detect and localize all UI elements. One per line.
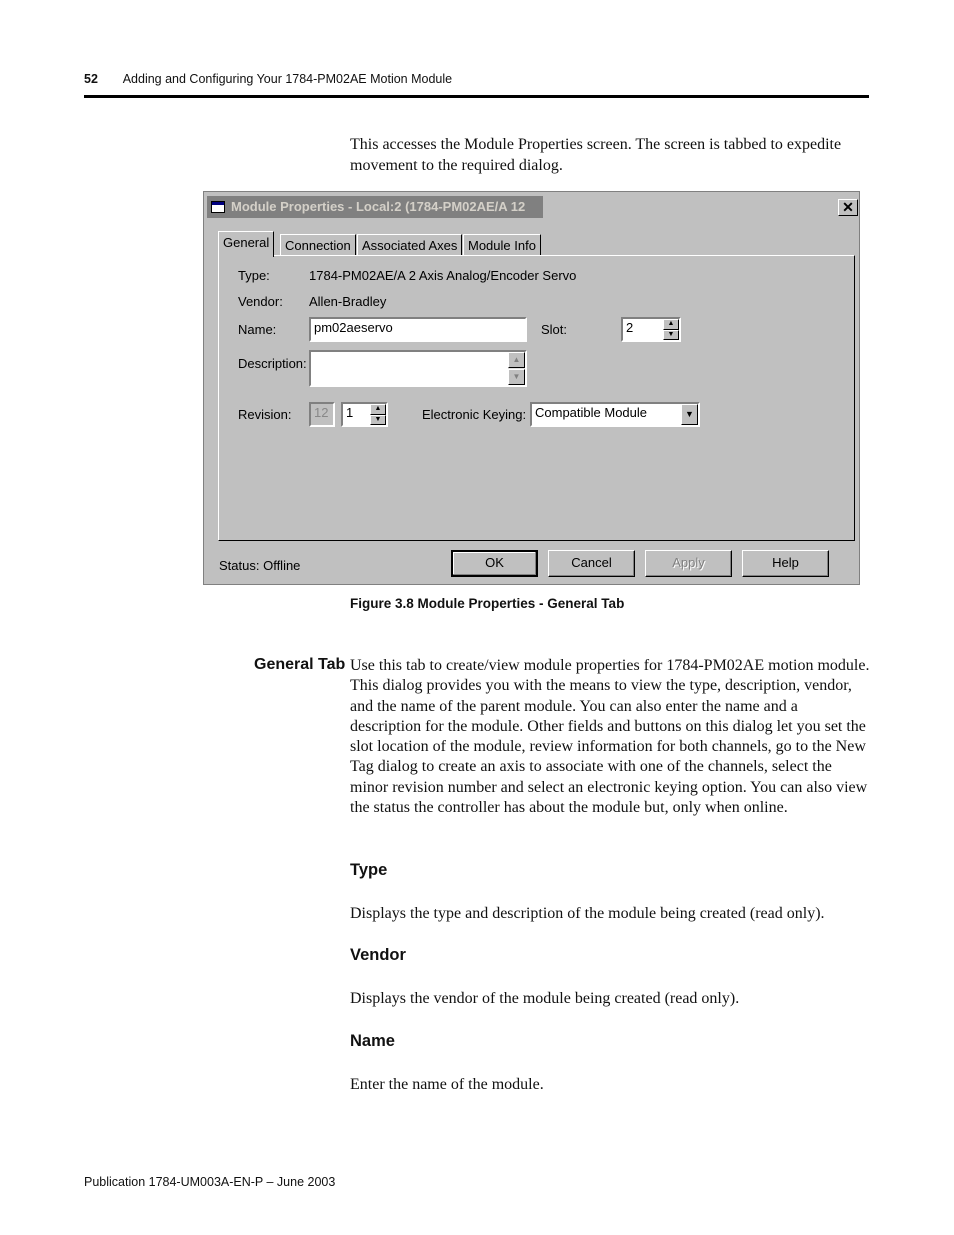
close-button[interactable] [838,199,858,216]
revision-major-field: 12 [309,402,335,427]
scroll-down-icon[interactable]: ▼ [508,369,525,385]
ok-button[interactable]: OK [451,550,538,577]
cancel-button[interactable]: Cancel [548,550,635,577]
type-label: Type: [238,268,270,283]
tab-module-info[interactable]: Module Info [463,234,541,256]
close-icon: ✕ [842,199,854,215]
type-heading: Type [350,861,388,879]
status-text: Status: Offline [219,558,301,573]
spin-up-icon[interactable]: ▲ [370,404,386,415]
titlebar-gap [543,196,857,218]
dialog-title: Module Properties - Local:2 (1784-PM02AE/A 12 [231,199,526,214]
revision-minor-input[interactable] [341,402,388,427]
slot-input[interactable] [621,317,681,342]
keying-label: Electronic Keying: [422,407,527,422]
spin-down-icon[interactable]: ▼ [370,415,386,426]
slot-spinner[interactable] [663,319,679,340]
running-header [84,72,452,86]
type-text: Displays the type and description of the module being created (read only). [350,905,825,922]
keying-select[interactable] [530,402,700,427]
spin-down-icon[interactable]: ▼ [663,330,679,341]
revision-spinner[interactable] [370,404,386,425]
slot-value: 2 [626,320,634,335]
publication-footer: Publication 1784-UM003A-EN-P – June 2003 [84,1175,336,1189]
general-tab-panel [218,255,855,541]
vendor-heading: Vendor [350,946,406,964]
chevron-down-icon[interactable]: ▼ [681,404,698,425]
vendor-label: Vendor: [238,294,283,309]
general-tab-paragraph: Use this tab to create/view module properties for 1784-PM02AE motion module. This dialog provides you with the means to view the type, description, vendor, and the name of the parent module. You can also enter the name and a description for the module. Other fields and buttons on this dialog let you set the slot location of the module, review information for both channels, go to the New Tag dialog to create an axis to associate with one of the channels, select the minor revision number and select an electronic keying option. You can also view the status the controller has about the module but, only when online. [350,657,870,817]
figure-caption: Figure 3.8 Module Properties - General Tab [350,596,625,611]
apply-button[interactable]: Apply [645,550,732,577]
slot-label: Slot: [541,322,568,337]
vendor-value: Allen-Bradley [309,294,387,309]
scroll-up-icon[interactable]: ▲ [508,352,525,368]
tab-connection[interactable]: Connection [280,234,356,256]
header-rule [84,95,869,98]
type-value: 1784-PM02AE/A 2 Axis Analog/Encoder Servo [309,268,577,283]
window-icon [211,201,225,213]
intro-paragraph: This accesses the Module Properties screen. The screen is tabbed to expedite movement to the required dialog. [350,136,842,174]
page-number: 52 [84,72,98,86]
running-title: Adding and Configuring Your 1784-PM02AE Motion Module [122,72,453,86]
revision-label: Revision: [238,407,292,422]
tab-general[interactable]: General [218,231,274,257]
vendor-text: Displays the vendor of the module being created (read only). [350,990,740,1007]
dialog-titlebar[interactable] [207,196,543,218]
general-tab-heading: General Tab [254,656,346,673]
module-properties-dialog [203,191,860,585]
description-input[interactable] [309,350,527,387]
description-scrollbar[interactable] [508,352,525,385]
description-label: Description: [238,356,307,371]
name-input[interactable]: pm02aeservo [309,317,527,342]
name-text: Enter the name of the module. [350,1076,544,1093]
spin-up-icon[interactable]: ▲ [663,319,679,330]
revision-minor-value: 1 [346,405,354,420]
keying-value: Compatible Module [535,405,648,420]
tab-associated-axes[interactable]: Associated Axes [357,234,462,256]
name-label: Name: [238,322,277,337]
help-button[interactable]: Help [742,550,829,577]
name-heading: Name [350,1032,395,1050]
